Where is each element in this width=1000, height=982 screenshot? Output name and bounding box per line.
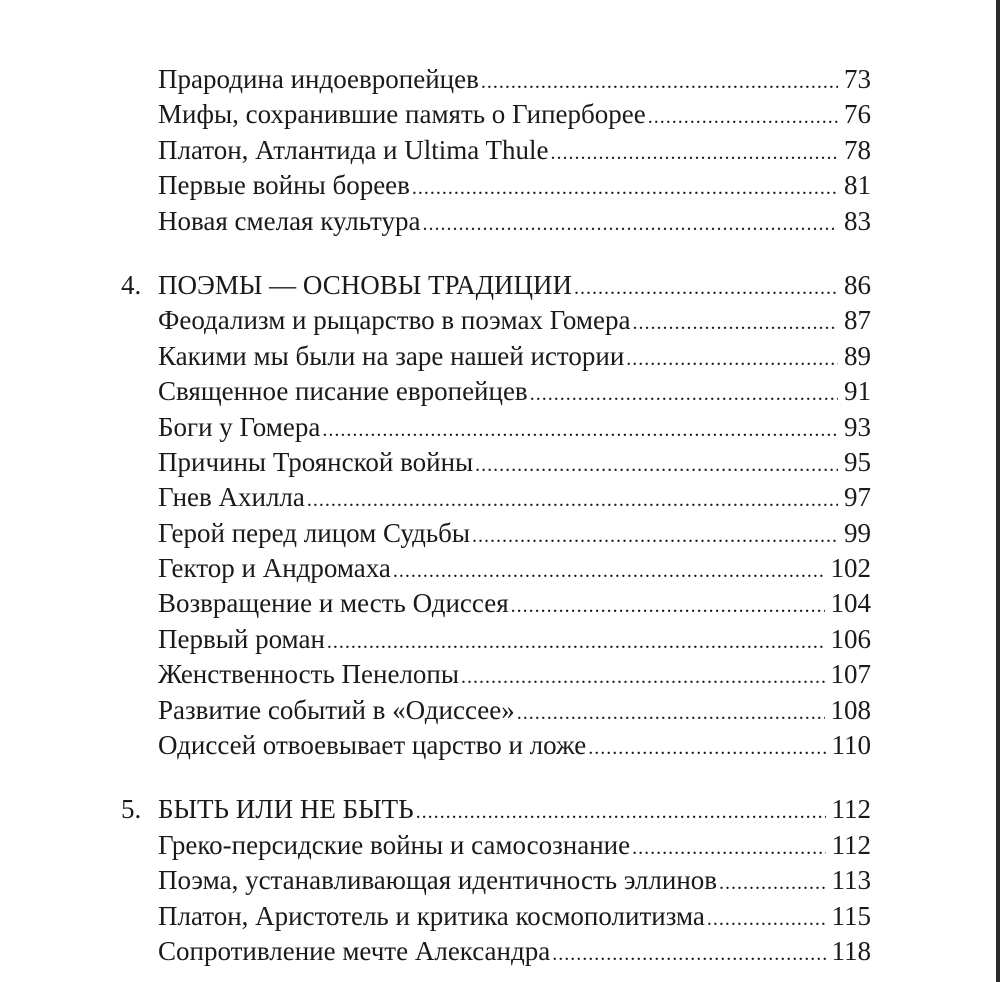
toc-section bbox=[121, 62, 871, 239]
dot-leader bbox=[511, 589, 825, 624]
toc-entry-row bbox=[121, 828, 871, 863]
page-number: 106 bbox=[830, 623, 871, 654]
toc-entry-row bbox=[121, 693, 871, 728]
page-number: 112 bbox=[831, 829, 871, 860]
page-number: 97 bbox=[844, 482, 871, 513]
toc-entry-row bbox=[121, 339, 871, 374]
entry-title: Боги у Гомера bbox=[158, 411, 321, 442]
dot-leader bbox=[327, 625, 825, 660]
entry-title: Гнев Ахилла bbox=[158, 482, 305, 513]
page-number: 78 bbox=[844, 134, 871, 165]
page-number: 118 bbox=[831, 935, 871, 966]
dot-leader bbox=[530, 377, 838, 412]
page-number: 107 bbox=[830, 659, 871, 690]
entry-title: Гектор и Андромаха bbox=[158, 553, 391, 584]
entry-title: ПОЭМЫ — ОСНОВЫ ТРАДИЦИИ bbox=[158, 269, 572, 300]
toc-entry-row bbox=[121, 303, 871, 338]
page-number: 104 bbox=[830, 588, 871, 619]
entry-title: Женственность Пенелопы bbox=[158, 659, 460, 690]
dot-leader bbox=[461, 660, 824, 695]
dot-leader bbox=[707, 902, 826, 937]
entry-title: Развитие событий в «Одиссее» bbox=[158, 694, 515, 725]
page-number: 89 bbox=[844, 340, 871, 371]
entry-title: Сопротивление мечте Александра bbox=[158, 935, 551, 966]
page-number: 81 bbox=[844, 170, 871, 201]
toc-chapter-row bbox=[121, 268, 871, 303]
toc-entry-row bbox=[121, 516, 871, 551]
dot-leader bbox=[472, 519, 838, 554]
page-number: 87 bbox=[844, 305, 871, 336]
page-number: 95 bbox=[844, 446, 871, 477]
toc-entry-row bbox=[121, 97, 871, 132]
dot-leader bbox=[481, 65, 838, 100]
toc-entry-row bbox=[121, 657, 871, 692]
dot-leader bbox=[552, 937, 825, 972]
dot-leader bbox=[393, 554, 825, 589]
dot-leader bbox=[307, 483, 838, 518]
entry-title: Новая смелая культура bbox=[158, 205, 421, 236]
table-of-contents bbox=[121, 62, 871, 969]
entry-title: Возвращение и месть Одиссея bbox=[158, 588, 509, 619]
toc-entry-row bbox=[121, 863, 871, 898]
toc-chapter-row bbox=[121, 792, 871, 827]
entry-title: Одиссей отвоевывает царство и ложе bbox=[158, 730, 587, 761]
dot-leader bbox=[322, 413, 838, 448]
toc-entry-row bbox=[121, 133, 871, 168]
page-number: 91 bbox=[844, 376, 871, 407]
page-number: 93 bbox=[844, 411, 871, 442]
entry-title: Платон, Аристотель и критика космополитизма bbox=[158, 900, 705, 931]
dot-leader bbox=[475, 448, 838, 483]
toc-entry-row bbox=[121, 899, 871, 934]
page-edge-border bbox=[996, 0, 1000, 982]
dot-leader bbox=[422, 207, 838, 242]
toc-entry-row bbox=[121, 62, 871, 97]
toc-entry-row bbox=[121, 410, 871, 445]
page-number: 115 bbox=[831, 900, 871, 931]
entry-title: Герой перед лицом Судьбы bbox=[158, 517, 471, 548]
entry-title: Прародина индоевропейцев bbox=[158, 64, 479, 94]
page-number: 73 bbox=[844, 64, 871, 94]
toc-section bbox=[121, 792, 871, 969]
dot-leader bbox=[632, 831, 825, 866]
dot-leader bbox=[626, 342, 838, 377]
entry-title: БЫТЬ ИЛИ НЕ БЫТЬ bbox=[158, 794, 414, 825]
entry-title: Первый роман bbox=[158, 623, 325, 654]
toc-entry-row bbox=[121, 622, 871, 657]
toc-entry-row bbox=[121, 445, 871, 480]
toc-entry-row bbox=[121, 586, 871, 621]
page-number: 113 bbox=[831, 865, 871, 896]
chapter-number: 5. bbox=[121, 794, 142, 825]
page-number: 108 bbox=[830, 694, 871, 725]
dot-leader bbox=[648, 100, 838, 135]
toc-entry-row bbox=[121, 168, 871, 203]
toc-entry-row bbox=[121, 480, 871, 515]
entry-title: Поэма, устанавливающая идентичность эллинов bbox=[158, 865, 718, 896]
page-number: 110 bbox=[831, 730, 871, 761]
entry-title: Какими мы были на заре нашей истории bbox=[158, 340, 625, 371]
toc-entry-row bbox=[121, 728, 871, 763]
toc-entry-row bbox=[121, 204, 871, 239]
dot-leader bbox=[416, 795, 826, 830]
entry-title: Платон, Атлантида и Ultima Thule bbox=[158, 134, 549, 165]
toc-entry-row bbox=[121, 934, 871, 969]
dot-leader bbox=[517, 696, 825, 731]
toc-entry-row bbox=[121, 551, 871, 586]
entry-title: Причины Троянской войны bbox=[158, 446, 474, 477]
page-number: 86 bbox=[844, 269, 871, 300]
page-number: 99 bbox=[844, 517, 871, 548]
dot-leader bbox=[574, 271, 838, 306]
page-number: 112 bbox=[831, 794, 871, 825]
dot-leader bbox=[719, 866, 825, 901]
toc-section bbox=[121, 268, 871, 763]
entry-title: Греко-персидские войны и самосознание bbox=[158, 829, 631, 860]
page-number: 102 bbox=[830, 553, 871, 584]
toc-entry-row bbox=[121, 374, 871, 409]
entry-title: Феодализм и рыцарство в поэмах Гомера bbox=[158, 305, 631, 336]
page-number: 76 bbox=[844, 99, 871, 130]
chapter-number: 4. bbox=[121, 269, 142, 300]
page-number: 83 bbox=[844, 205, 871, 236]
dot-leader bbox=[588, 731, 825, 766]
dot-leader bbox=[412, 171, 838, 206]
entry-title: Первые войны бореев bbox=[158, 170, 410, 201]
dot-leader bbox=[632, 306, 838, 341]
entry-title: Мифы, сохранившие память о Гиперборее bbox=[158, 99, 646, 130]
dot-leader bbox=[551, 136, 839, 171]
entry-title: Священное писание европейцев bbox=[158, 376, 528, 407]
